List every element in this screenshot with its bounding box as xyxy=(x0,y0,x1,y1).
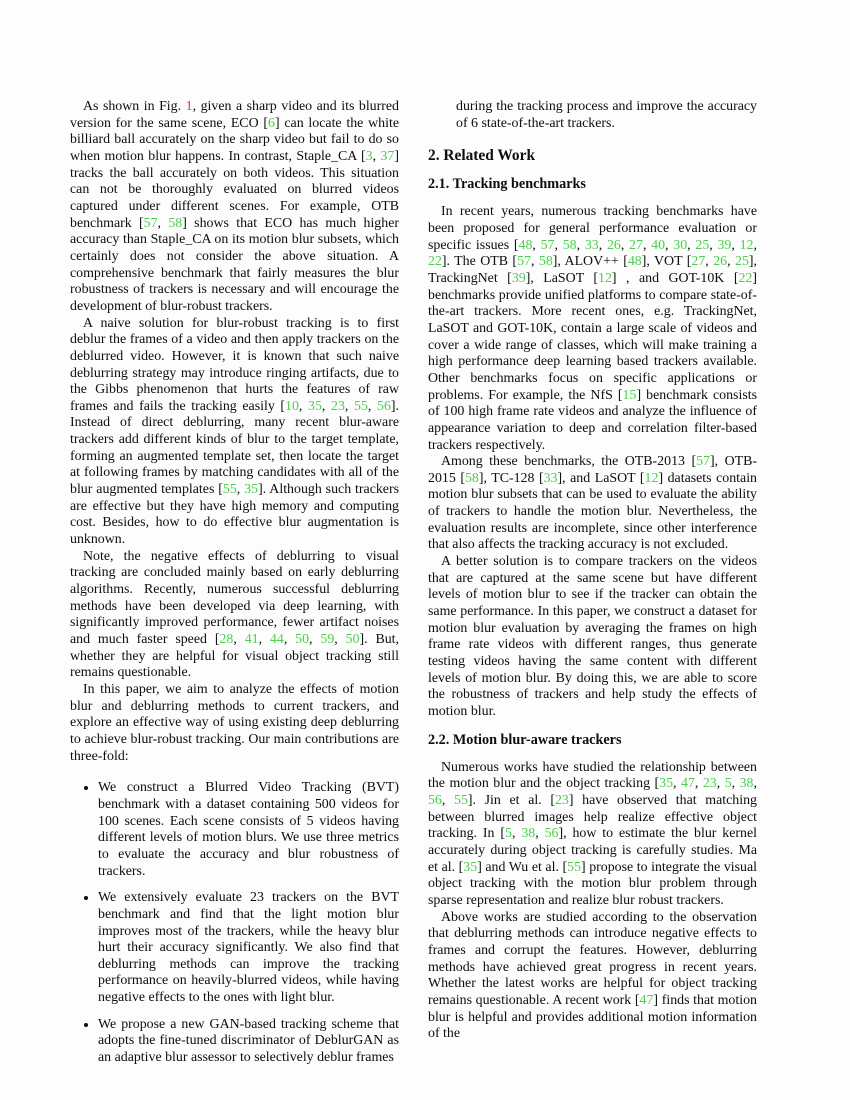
section-heading: 2. Related Work xyxy=(428,147,536,165)
citation-link[interactable]: 25 xyxy=(695,237,710,253)
citation-link[interactable]: 48 xyxy=(627,254,642,270)
citation-link[interactable]: 5 xyxy=(724,776,732,792)
citation-link[interactable]: 57 xyxy=(540,237,555,253)
citation-link[interactable]: 33 xyxy=(543,470,558,486)
citation-link[interactable]: 22 xyxy=(428,254,442,270)
paragraph: As shown in Fig. 1, given a sharp video and its blurred version for the same scene, ECO [6] can locate the white billiard ball accurately on the sharp video but fail to do so when motion blur happens. In contrast, Staple_CA [3, 37] tracks the ball accurately on both videos. This situation can not be thoroughly evaluated on blurred videos captured under different scenes. For example, OTB benchmark [57, 58] shows that ECO has much higher accuracy than Staple_CA on its motion blur subsets, which certainly does not consider the above situation. A comprehensive benchmark that fairly measures the blur robustness of trackers is necessary and will encourage the development of blur-robust trackers. xyxy=(70,99,399,314)
citation-link[interactable]: 27 xyxy=(629,237,643,253)
citation-link[interactable]: 41 xyxy=(244,632,259,647)
citation-link[interactable]: 40 xyxy=(651,237,666,253)
paragraph: In this paper, we aim to analyze the effects of motion blur and deblurring methods to current trackers, and explore an effective way of using existing deep deblurring to achieve blur-robust tracking. Our main contributions are three-fold: xyxy=(70,681,399,764)
paragraph: Note, the negative effects of deblurring to visual tracking are concluded mainly based on early deblurring algorithms. Recently, numerous successful deblurring methods have been developed via deep learning, with significantly improved performance, fewer artifact noises and much faster speed [28, 41, 44, 50, 59, 50]. But, whether they are helpful for visual object tracking still remains questionable. xyxy=(70,548,400,681)
paragraph: A better solution is to compare trackers on the videos that are captured at the same scene but have different levels of motion blur to see if the tracker can obtain the same performance. In this paper, we construct a dataset for motion blur evaluation by averaging the frames on high frame rate videos with different ranges, thus generate testing videos having the same content with different levels of motion blur. By doing this, we are able to score the robustness of trackers and help study the effects of motion blur. xyxy=(428,554,757,719)
citation-link[interactable]: 35 xyxy=(659,776,674,792)
citation-link[interactable]: 50 xyxy=(295,632,310,647)
citation-link[interactable]: 28 xyxy=(219,632,234,647)
bullet-continuation-paragraph: during the tracking process and improve the accuracy of 6 state-of-the-art trackers. xyxy=(456,99,757,131)
citation-link[interactable]: 48 xyxy=(518,237,533,253)
citation-link[interactable]: 3 xyxy=(365,148,373,164)
citation-link[interactable]: 47 xyxy=(681,776,695,792)
paragraph: In recent years, numerous tracking benchmarks have been proposed for general performance evaluation or specific issues [48, 57, 58, 33, 26, 27, 40, 30, 25, 39, 12, 22]. The OTB [57, 58], ALOV++ [48], VOT [27, 26, 25], TrackingNet [39], LaSOT [12] , and GOT-10K [22] benchmarks provide unified platforms to compare state-of-the-art trackers. More recent ones, e.g. TrackingNet, LaSOT and GOT-10K, contain a large scale of videos and cover a wide range of classes, which will make training a high performance deep learning based trackers available. Other benchmarks focus on specific applications or problems. For example, the NfS [15] benchmark consists of 100 high frame rate videos and analyze the influence of appearance variation to deep and correlation filter-based trackers respectively. xyxy=(428,204,758,453)
paragraph: A naive solution for blur-robust tracking is to first deblur the frames of a video and then apply trackers on the deblurred video. However, it is known that such naive deblurring strategy may introduce ringing artifacts, due to the Gibbs phenomenon that hurts the features of raw frames and fails the tracking easily [10, 35, 23, 55, 56]. Instead of direct deblurring, many recent blur-aware trackers add different kinds of blur to the target template, forming an augmented template set, then locate the target at following frames by matching candidates with all of the blur augmented templates [55, 35]. Although such trackers are effective but they have high memory and computing cost. Besides, how to do effective blur augmentation is unknown. xyxy=(70,315,400,548)
figure-ref-link[interactable]: 1 xyxy=(185,99,193,114)
contribution-list xyxy=(70,780,399,1067)
bullet-item: • We extensively evaluate 23 trackers on the BVT benchmark and find that the light motion blur improves most of the trackers, while the heavy blur hurt their accuracy significantly. We also find that deblurring methods can improve the tracking performance on heavily-blurred videos, while having negative effects to the ones with light blur. xyxy=(98,890,399,1007)
citation-link[interactable]: 35 xyxy=(244,482,259,498)
citation-link[interactable]: 57 xyxy=(517,254,531,270)
paragraph: Above works are studied according to the observation that deblurring methods can introduce negative effects to frames and corrupt the features. However, deblurring methods have achieved great progress in recent years. Whether the latest works are helpful for object tracking remains questionable. A recent work [47] finds that motion blur is helpful and provides additional motion information of the xyxy=(428,909,757,1042)
citation-link[interactable]: 33 xyxy=(584,237,599,253)
citation-link[interactable]: 39 xyxy=(511,270,526,286)
citation-link[interactable]: 58 xyxy=(464,470,479,486)
subsection-heading: 2.2. Motion blur-aware trackers xyxy=(428,731,622,748)
subsection-heading: 2.1. Tracking benchmarks xyxy=(428,176,586,193)
citation-link[interactable]: 56 xyxy=(544,826,559,842)
bullet-item: • We propose a new GAN-based tracking scheme that adopts the fine-tuned discriminator of DeblurGAN as an adaptive blur assessor to selectively deblur frames xyxy=(98,1017,399,1067)
citation-link[interactable]: 38 xyxy=(521,826,536,842)
bullet-item: • We construct a Blurred Video Tracking (BVT) benchmark with a dataset containing 500 videos for 100 scenes. Each scene consists of 5 videos having different levels of motion blurs. We use three metrics to evaluate the accuracy and blur robustness of trackers. xyxy=(98,780,399,880)
citation-link[interactable]: 58 xyxy=(562,237,577,253)
citation-link[interactable]: 12 xyxy=(644,470,659,486)
citation-link[interactable]: 23 xyxy=(702,776,717,792)
citation-link[interactable]: 23 xyxy=(554,792,569,808)
citation-link[interactable]: 56 xyxy=(428,792,442,808)
citation-link[interactable]: 59 xyxy=(320,632,335,647)
citation-link[interactable]: 55 xyxy=(454,792,468,808)
citation-link[interactable]: 26 xyxy=(606,237,621,253)
citation-link[interactable]: 58 xyxy=(168,215,183,231)
citation-link[interactable]: 38 xyxy=(739,776,754,792)
citation-link[interactable]: 10 xyxy=(285,398,299,414)
citation-link[interactable]: 30 xyxy=(673,237,688,253)
citation-link[interactable]: 55 xyxy=(354,398,368,414)
citation-link[interactable]: 15 xyxy=(622,387,637,403)
citation-link[interactable]: 6 xyxy=(268,115,275,131)
citation-link[interactable]: 44 xyxy=(269,632,284,647)
citation-link[interactable]: 23 xyxy=(331,398,345,414)
citation-link[interactable]: 25 xyxy=(735,254,749,270)
citation-link[interactable]: 56 xyxy=(377,398,391,414)
paragraph: Among these benchmarks, the OTB-2013 [57], OTB-2015 [58], TC-128 [33], and LaSOT [12] datasets contain motion blur subsets that can be used to evaluate the ability of trackers to handle the motion blur. Nevertheless, the evaluation results are incomplete, since other interference that also affects the tracking accuracy is not excluded. xyxy=(428,454,757,553)
citation-link[interactable]: 12 xyxy=(739,237,754,253)
citation-link[interactable]: 57 xyxy=(143,215,158,231)
citation-link[interactable]: 55 xyxy=(567,859,582,875)
citation-link[interactable]: 39 xyxy=(717,237,732,253)
citation-link[interactable]: 12 xyxy=(598,270,612,286)
citation-link[interactable]: 37 xyxy=(380,148,395,164)
citation-link[interactable]: 50 xyxy=(345,632,360,647)
citation-link[interactable]: 35 xyxy=(308,398,322,414)
citation-link[interactable]: 22 xyxy=(738,270,753,286)
right-column xyxy=(428,99,757,1043)
citation-link[interactable]: 26 xyxy=(713,254,728,270)
citation-link[interactable]: 5 xyxy=(504,826,512,842)
citation-link[interactable]: 58 xyxy=(538,254,553,270)
citation-link[interactable]: 47 xyxy=(639,992,654,1008)
citation-link[interactable]: 55 xyxy=(222,482,237,498)
paragraph: Numerous works have studied the relationship between the motion blur and the object tracking [35, 47, 23, 5, 38, 56, 55]. Jin et al. [23] have observed that matching between blurred images help realize effective object tracking. In [5, 38, 56], how to estimate the blur kernel accurately during object tracking is carefully studies. Ma et al. [35] and Wu et al. [55] propose to integrate the visual object tracking with the motion blur problem through sparse representation and realize blur robust trackers. xyxy=(428,759,758,908)
citation-link[interactable]: 35 xyxy=(463,859,478,875)
citation-link[interactable]: 57 xyxy=(696,454,710,470)
citation-link[interactable]: 27 xyxy=(691,254,706,270)
left-column xyxy=(70,99,399,1077)
